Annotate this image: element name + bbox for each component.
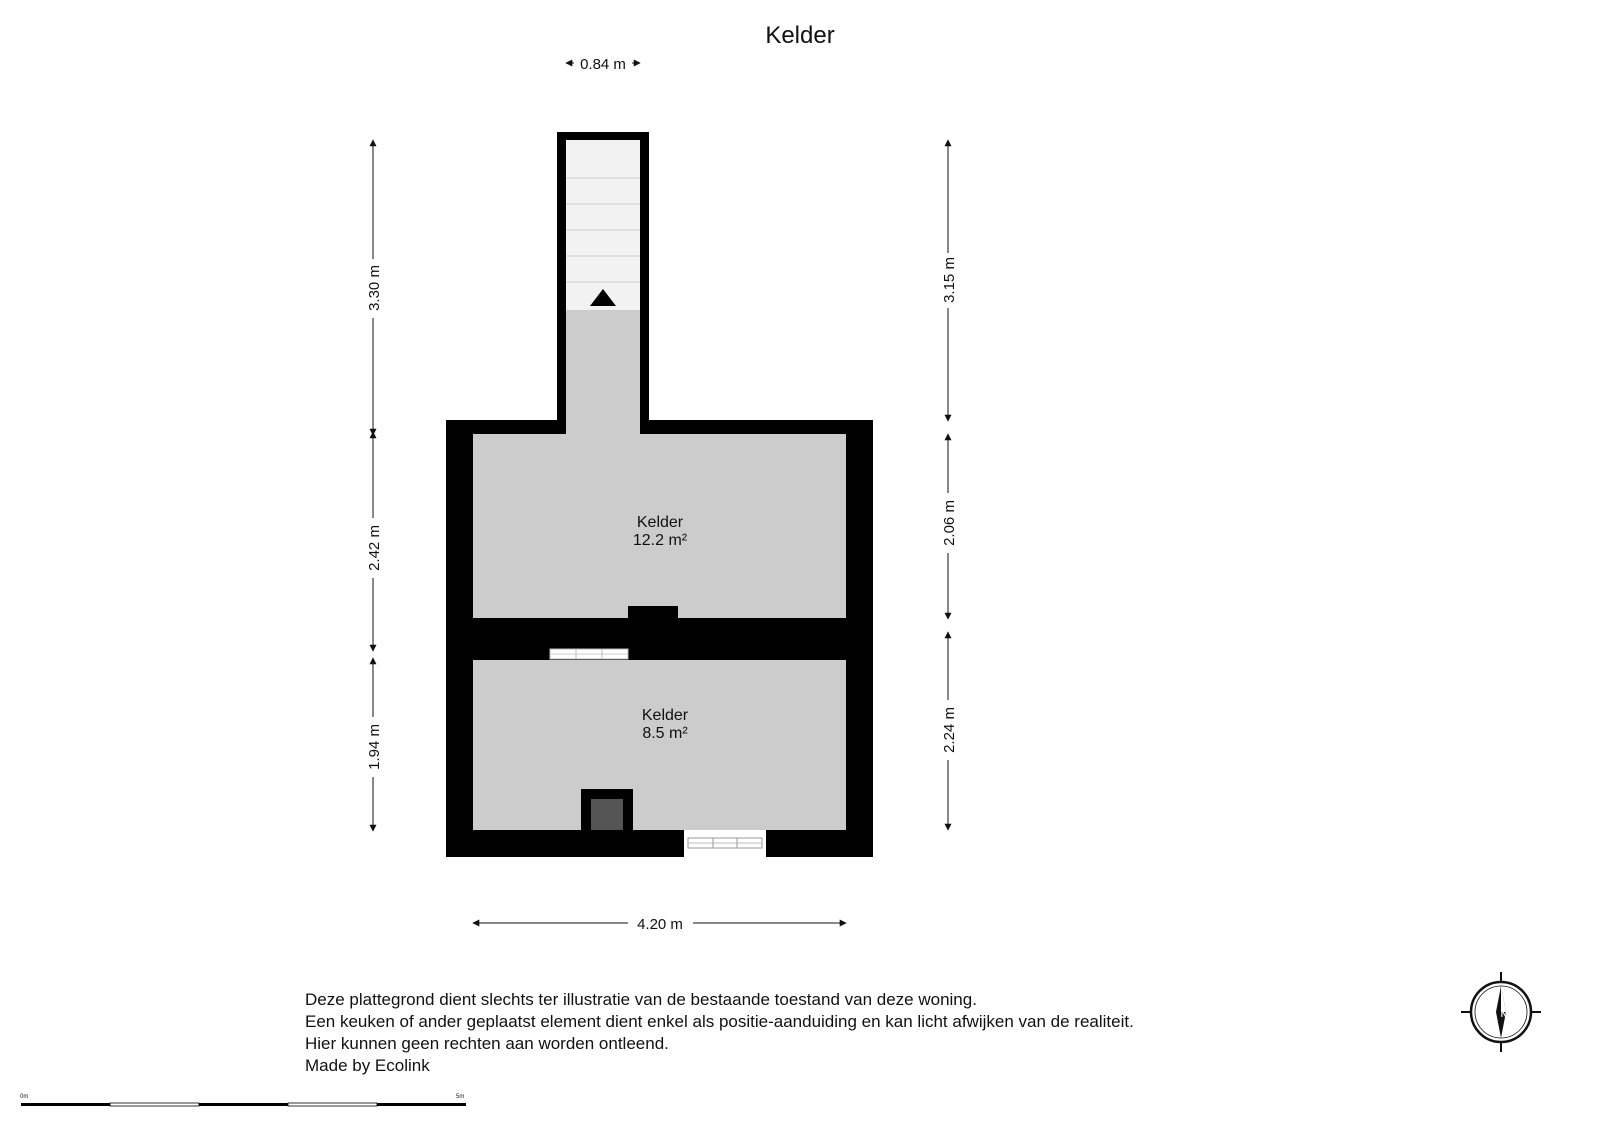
room-label-lower: Kelder bbox=[641, 707, 689, 724]
disclaimer-line-3: Hier kunnen geen rechten aan worden ontleend. bbox=[305, 1034, 669, 1053]
dimension-left-mid bbox=[366, 432, 383, 651]
disclaimer-line-2: Een keuken of ander geplaatst element dient enkel als positie-aanduiding en kan licht afwijken van de realiteit. bbox=[305, 1012, 1134, 1031]
dimension-right-mid bbox=[941, 434, 958, 619]
scale-bar-end-label: 5m bbox=[456, 1094, 465, 1100]
room-label-upper: Kelder bbox=[636, 514, 684, 531]
dimension-label-stair-width: 0.84 m bbox=[580, 56, 626, 73]
compass-north-label: N bbox=[1500, 1009, 1508, 1019]
dimension-right-top bbox=[941, 140, 958, 421]
dimension-label-right-top: 3.15 m bbox=[941, 257, 958, 303]
staircase bbox=[566, 140, 640, 310]
partition-wall-left bbox=[473, 650, 553, 660]
dimension-stair-width bbox=[566, 56, 640, 73]
dimension-label-left-top: 3.30 m bbox=[366, 265, 383, 311]
bottom-window bbox=[684, 830, 766, 857]
shaft-block bbox=[581, 789, 633, 830]
dimension-label-left-bottom: 1.94 m bbox=[366, 724, 383, 770]
dimension-left-top bbox=[366, 140, 383, 435]
column-block bbox=[628, 606, 678, 658]
scale-bar bbox=[20, 1094, 466, 1106]
north-compass-icon bbox=[1461, 972, 1541, 1052]
dimension-right-bottom bbox=[941, 632, 958, 830]
floor-title: Kelder bbox=[765, 22, 835, 49]
dimension-left-bottom bbox=[366, 658, 383, 831]
dimension-label-right-mid: 2.06 m bbox=[941, 500, 958, 546]
room-area-lower: 8.5 m² bbox=[642, 725, 688, 742]
dimension-label-bottom-width: 4.20 m bbox=[637, 916, 683, 933]
scale-bar-start-label: 0m bbox=[20, 1094, 29, 1100]
internal-door bbox=[550, 649, 628, 659]
dimension-label-left-mid: 2.42 m bbox=[366, 525, 383, 571]
disclaimer-line-1: Deze plattegrond dient slechts ter illustratie van de bestaande toestand van deze woning. bbox=[305, 990, 977, 1009]
disclaimer-line-4: Made by Ecolink bbox=[305, 1056, 430, 1075]
dimension-label-right-bottom: 2.24 m bbox=[941, 707, 958, 753]
room-kelder-lower-floor bbox=[473, 660, 846, 830]
partition-wall-right bbox=[675, 618, 846, 633]
dimension-bottom-width bbox=[473, 916, 846, 933]
room-area-upper: 12.2 m² bbox=[632, 532, 688, 549]
disclaimer bbox=[305, 989, 1134, 1077]
